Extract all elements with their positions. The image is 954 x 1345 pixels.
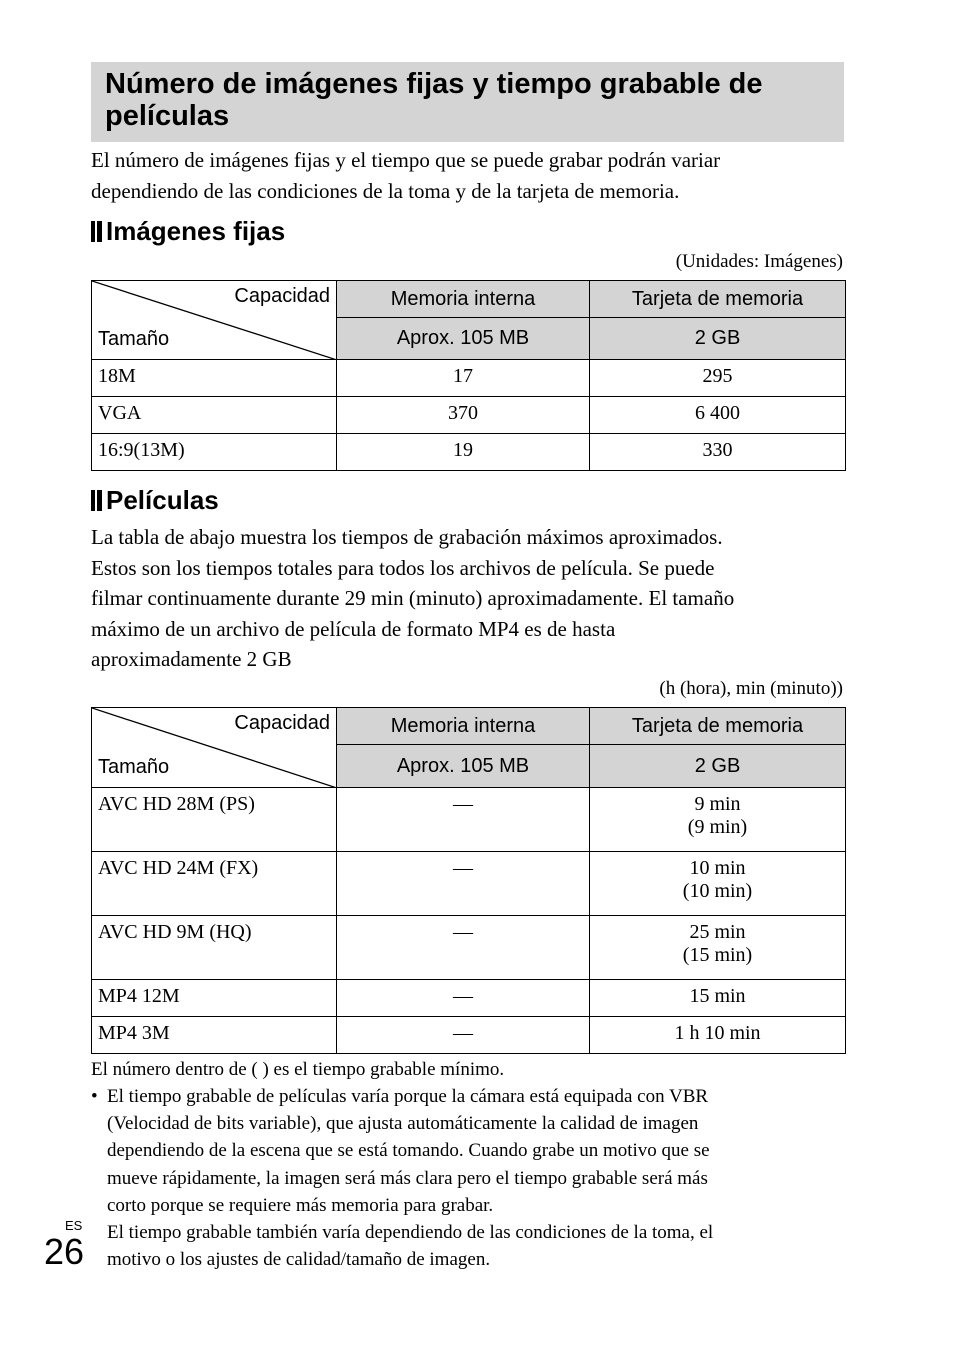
card-cell (590, 852, 846, 916)
internal-cell: 19 (337, 434, 590, 471)
section-marker-icon (91, 490, 102, 511)
movies-sub-internal: Aprox. 105 MB (337, 745, 590, 788)
section-marker-icon (91, 221, 102, 242)
note-line: mueve rápidamente, la imagen será más clara pero el tiempo grabable será más (107, 1167, 708, 1189)
table-row (92, 916, 846, 980)
corner-capacity-label: Capacidad (234, 285, 330, 307)
note-line: El tiempo grabable de películas varía porque la cámara está equipada con VBR (107, 1086, 709, 1107)
note-line: motivo o los ajustes de calidad/tamaño de imagen. (107, 1249, 491, 1271)
table-row (92, 980, 846, 1017)
note-text (107, 1083, 831, 1273)
stills-table (91, 280, 846, 471)
size-cell: AVC HD 9M (HQ) (92, 916, 337, 980)
stills-units: (Unidades: Imágenes) (675, 251, 843, 272)
description-line: máximo de un archivo de película de formato MP4 es de hasta (91, 616, 616, 641)
card-time-min: (9 min) (687, 816, 748, 838)
size-cell: AVC HD 28M (PS) (92, 788, 337, 852)
note-line: dependiendo de la escena que se está tomando. Cuando grabe un motivo que se (107, 1140, 710, 1162)
table-row (92, 788, 846, 852)
card-time: 10 min (689, 857, 746, 879)
corner-size-label: Tamaño (98, 328, 170, 350)
card-cell (590, 788, 846, 852)
table-row (92, 1017, 846, 1054)
movies-units: (h (hora), min (minuto)) (659, 678, 843, 699)
movies-heading-text: Películas (106, 485, 219, 515)
table-row (92, 397, 846, 434)
card-cell: 15 min (590, 980, 846, 1017)
note-bullet (91, 1083, 831, 1273)
size-cell: AVC HD 24M (FX) (92, 852, 337, 916)
card-time: 9 min (694, 793, 741, 815)
movies-table (91, 707, 846, 1054)
page-title: Número de imágenes fijas y tiempo grabable de películas (105, 68, 763, 132)
internal-cell: 370 (337, 397, 590, 434)
stills-col-card: Tarjeta de memoria (590, 281, 846, 318)
intro-paragraph (91, 145, 851, 206)
table-row (92, 360, 846, 397)
stills-heading (91, 216, 285, 246)
description-line: aproximadamente 2 GB (91, 647, 292, 671)
table-row (92, 434, 846, 471)
movies-description (91, 522, 851, 675)
internal-cell: — (337, 788, 590, 852)
description-line: La tabla de abajo muestra los tiempos de grabación máximos aproximados. (91, 525, 723, 549)
movies-col-internal: Memoria interna (337, 708, 590, 745)
corner-size-label: Tamaño (98, 756, 170, 778)
internal-cell: — (337, 916, 590, 980)
stills-corner-cell (92, 281, 337, 360)
page-language: ES (65, 1218, 83, 1233)
movies-heading (91, 485, 219, 515)
size-cell: MP4 3M (92, 1017, 337, 1054)
size-cell: 16:9(13M) (92, 434, 337, 471)
card-time-min: (15 min) (682, 944, 753, 966)
card-cell (590, 916, 846, 980)
card-cell: 330 (590, 434, 846, 471)
movies-sub-card: 2 GB (590, 745, 846, 788)
movies-footnote: El número dentro de ( ) es el tiempo grabable mínimo. (91, 1059, 505, 1080)
intro-line: El número de imágenes fijas y el tiempo que se puede grabar podrán variar (91, 148, 721, 172)
card-time-min: (10 min) (682, 880, 753, 902)
internal-cell: — (337, 1017, 590, 1054)
note-line: El tiempo grabable también varía dependiendo de las condiciones de la toma, el (107, 1222, 714, 1244)
card-cell: 295 (590, 360, 846, 397)
bullet-icon: • (91, 1086, 98, 1107)
title-band (91, 62, 844, 142)
card-cell: 6 400 (590, 397, 846, 434)
size-cell: 18M (92, 360, 337, 397)
description-line: filmar continuamente durante 29 min (minuto) aproximadamente. El tamaño (91, 586, 735, 610)
size-cell: MP4 12M (92, 980, 337, 1017)
note-line: (Velocidad de bits variable), que ajusta automáticamente la calidad de imagen (107, 1113, 699, 1135)
internal-cell: — (337, 852, 590, 916)
stills-sub-internal: Aprox. 105 MB (337, 318, 590, 360)
card-cell: 1 h 10 min (590, 1017, 846, 1054)
card-time: 25 min (689, 921, 746, 943)
stills-sub-card: 2 GB (590, 318, 846, 360)
size-cell: VGA (92, 397, 337, 434)
corner-capacity-label: Capacidad (234, 712, 330, 734)
intro-line: dependiendo de las condiciones de la toma y de la tarjeta de memoria. (91, 178, 680, 203)
stills-heading-text: Imágenes fijas (106, 216, 286, 246)
movies-col-card: Tarjeta de memoria (590, 708, 846, 745)
table-row (92, 852, 846, 916)
internal-cell: — (337, 980, 590, 1017)
note-line: corto porque se requiere más memoria para grabar. (107, 1194, 494, 1216)
movies-corner-cell (92, 708, 337, 788)
page-number: 26 (44, 1231, 85, 1272)
description-line: Estos son los tiempos totales para todos los archivos de película. Se puede (91, 555, 715, 580)
internal-cell: 17 (337, 360, 590, 397)
stills-col-internal: Memoria interna (337, 281, 590, 318)
